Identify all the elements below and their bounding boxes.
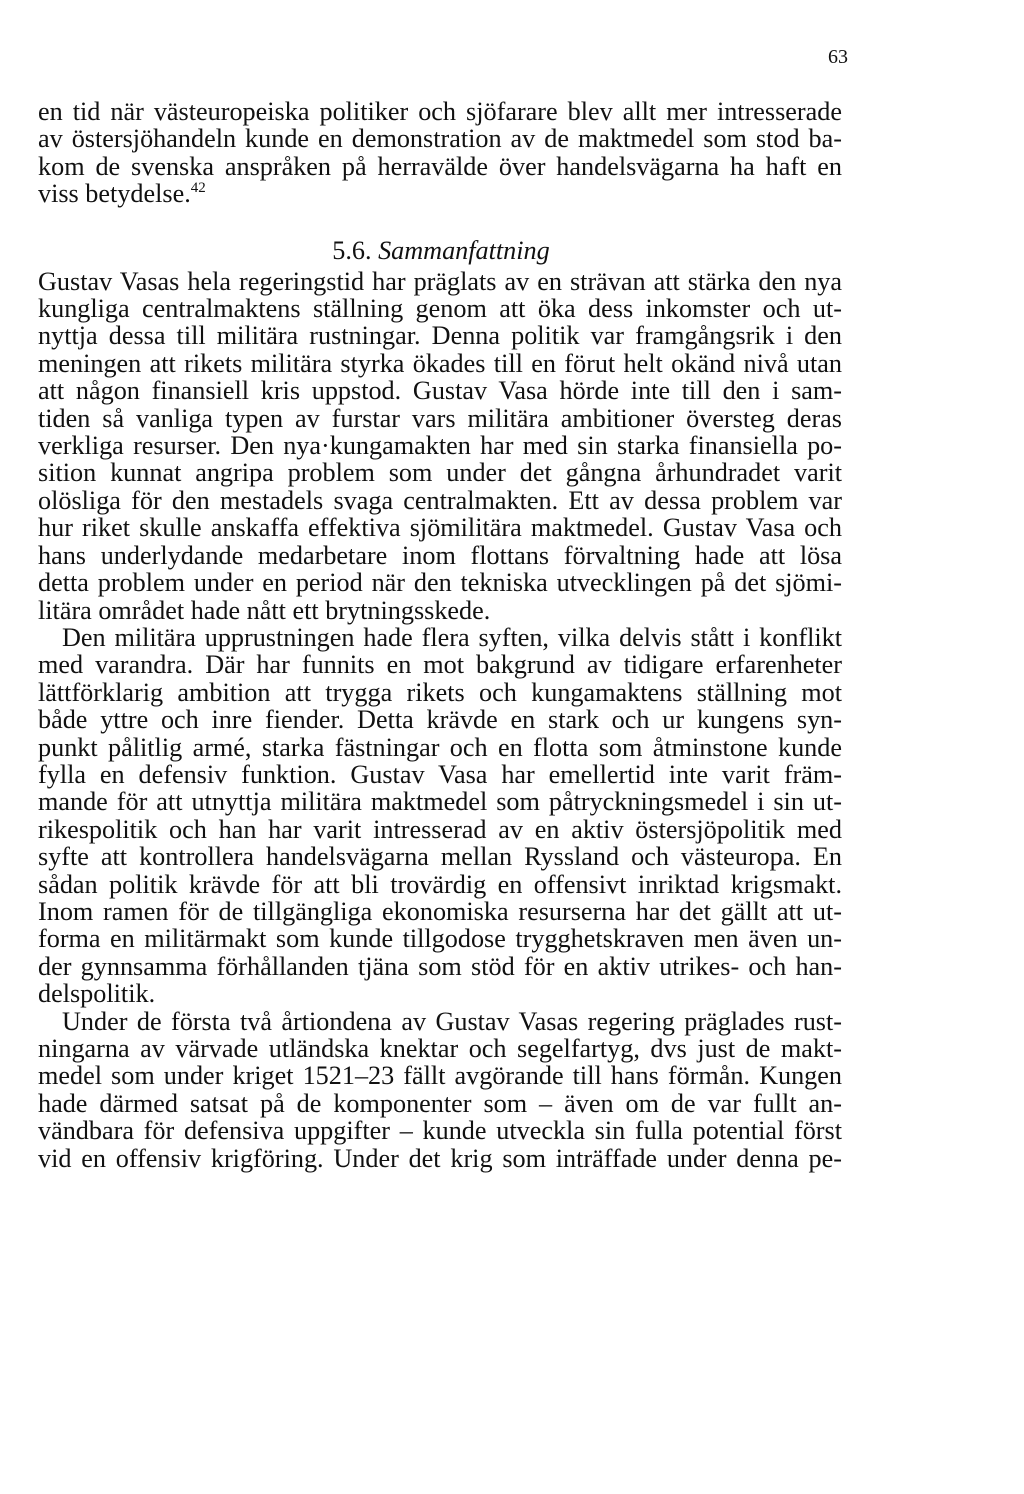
text-line: Under de första två årtiondena av Gustav Vasas regering präglades rust-: [62, 1006, 842, 1036]
text-line: vändbara för defensiva uppgifter – kunde utveckla sin fulla potential först: [38, 1116, 842, 1146]
text-line: der gynnsamma förhållanden tjäna som stöd för en aktiv utrikes- och han-: [38, 951, 842, 981]
text-line: kom de svenska anspråken på herravälde över handelsvägarna ha haft en: [38, 151, 842, 181]
text-line: Den militära upprustningen hade flera syften, vilka delvis stått i konflikt: [62, 622, 842, 652]
text-line: forma en militärmakt som kunde tillgodose trygghetskraven men även un-: [38, 924, 842, 954]
text-line: delspolitik.: [38, 979, 156, 1009]
text-line: lättförklarig ambition att trygga rikets och kungamaktens ställning mot: [38, 677, 842, 707]
text-line: Inom ramen för de tillgängliga ekonomiska resurserna har det gällt att ut-: [38, 896, 842, 926]
text-line: att någon finansiell kris uppstod. Gustav Vasa hörde inte till den i sam-: [38, 376, 842, 406]
text-line: både yttre och inre fiender. Detta krävde en stark och ur kungens syn-: [38, 705, 842, 735]
text-line: sådan politik krävde för att bli trovärdig en offensivt inriktad krigsmakt.: [38, 869, 842, 899]
body-paragraph-3: [38, 1008, 842, 1172]
text-line: ningarna av värvade utländska knektar och segelfartyg, dvs just de makt-: [38, 1034, 842, 1063]
text-line: detta problem under en period när den tekniska utvecklingen på det sjömi-: [38, 568, 842, 598]
text-column: [38, 98, 842, 1172]
section-heading: [38, 236, 842, 266]
text-line: hade därmed satsat på de komponenter som – även om de var fullt an-: [38, 1088, 842, 1118]
text-line: olösliga för den mestadels svaga centralmakten. Ett av dessa problem var: [38, 485, 842, 515]
text-line: av östersjöhandeln kunde en demonstration av de maktmedel som stod ba-: [38, 124, 842, 154]
text-line: hans underlydande medarbetare inom flottans förvaltning hade att lösa: [38, 540, 842, 570]
text-line: kungliga centralmaktens ställning genom att öka dess inkomster och ut-: [38, 294, 842, 324]
text-line: [38, 180, 842, 207]
text-line: punkt pålitlig armé, starka fästningar och en flotta som åtminstone kunde: [38, 732, 842, 762]
text-line: med varandra. Där har funnits en mot bakgrund av tidigare erfarenheter: [38, 650, 842, 680]
text-line-content: viss betydelse.: [38, 179, 191, 209]
text-line: nyttja dessa till militära rustningar. Denna politik var framgångsrik i den: [38, 321, 842, 351]
text-line: litära området hade nått ett brytningsskede.: [38, 595, 491, 625]
intro-paragraph: [38, 98, 842, 208]
text-line: mande för att utnyttja militära maktmedel som påtryckningsmedel i sin ut-: [38, 787, 842, 817]
section-number: 5.6.: [332, 235, 372, 265]
body-paragraph-1: [38, 268, 842, 624]
text-line: vid en offensiv krigföring. Under det krig som inträffade under denna pe-: [38, 1143, 842, 1173]
text-line: syfte att kontrollera handelsvägarna mellan Ryssland och västeuropa. En: [38, 842, 842, 872]
text-line: meningen att rikets militära styrka ökades till en förut helt okänd nivå utan: [38, 348, 842, 378]
text-line: en tid när västeuropeiska politiker och sjöfarare blev allt mer intresserade: [38, 97, 842, 126]
text-line: hur riket skulle anskaffa effektiva sjömilitära maktmedel. Gustav Vasa och: [38, 513, 842, 543]
text-line: tiden så vanliga typen av furstar vars militära ambitioner översteg deras: [38, 403, 842, 433]
text-line: medel som under kriget 1521–23 fällt avgörande till hans förmån. Kungen: [38, 1061, 842, 1091]
section-title: Sammanfattning: [378, 235, 550, 265]
text-line: rikespolitik och han har varit intresserad av en aktiv östersjöpolitik med: [38, 814, 842, 844]
body-paragraph-2: [38, 624, 842, 1008]
page-number: 63: [828, 46, 848, 68]
text-line: verkliga resurser. Den nya·kungamakten har med sin starka finansiella po-: [38, 431, 842, 461]
text-line: sition kunnat angripa problem som under det gångna århundradet varit: [38, 458, 842, 488]
text-line: Gustav Vasas hela regeringstid har präglats av en strävan att stärka den nya: [38, 266, 842, 296]
footnote-reference: 42: [190, 180, 206, 197]
text-line: fylla en defensiv funktion. Gustav Vasa har emellertid inte varit främ-: [38, 759, 842, 789]
